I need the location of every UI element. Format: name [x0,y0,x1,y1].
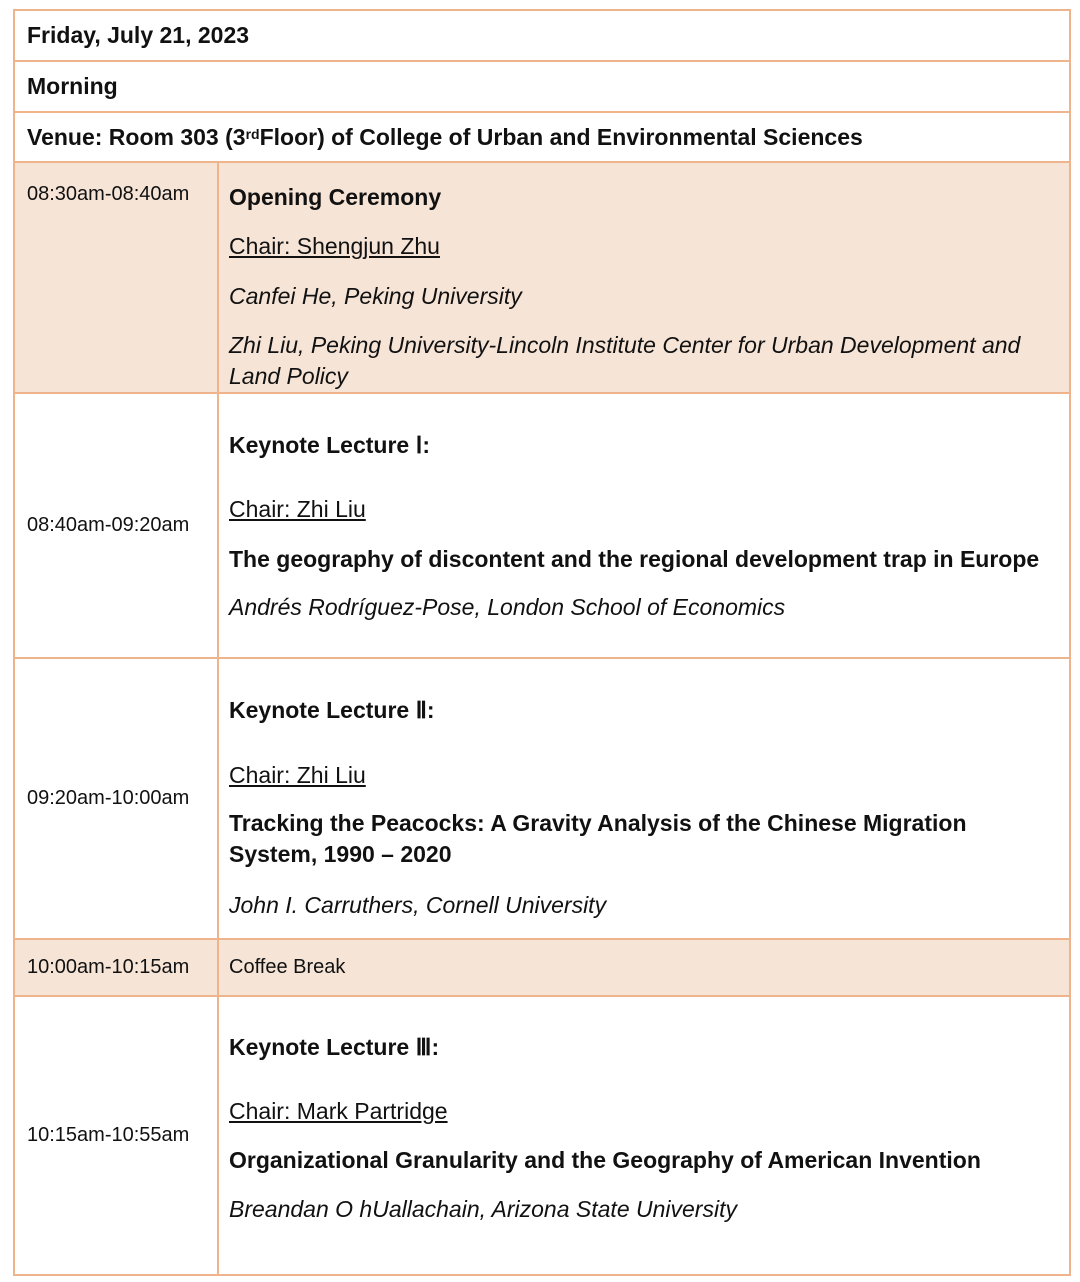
session-row-coffee-break [15,940,1069,997]
period-header [15,62,1069,113]
venue-sup: rd [245,126,260,142]
time-text: 08:40am-09:20am [27,514,190,536]
session-time [15,163,219,392]
session-title: Keynote Lecture Ⅲ: [229,1034,440,1060]
date-text: Friday, July 21, 2023 [27,22,250,48]
venue-suffix: Floor) of College of Urban and Environmental Sciences [259,123,863,150]
session-title: Keynote Lecture Ⅱ: [229,697,435,723]
session-body [219,394,1069,657]
time-text: 08:30am-08:40am [27,183,190,205]
talk-title: The geography of discontent and the regional development trap in Europe [229,546,1040,572]
session-time [15,659,219,938]
speaker: Andrés Rodríguez-Pose, London School of Economics [229,594,786,620]
session-chair: Chair: Zhi Liu [229,496,366,522]
venue-header [15,113,1069,163]
session-title: Opening Ceremony [229,184,442,210]
session-row-opening [15,163,1069,394]
session-body [219,940,1069,995]
session-body [219,659,1069,938]
session-chair: Chair: Zhi Liu [229,762,366,788]
schedule-table [13,9,1071,1276]
session-title: Coffee Break [229,956,346,978]
session-title: Keynote Lecture Ⅰ: [229,432,431,458]
talk-title: Organizational Granularity and the Geography of American Invention [229,1147,981,1173]
speaker-2: Zhi Liu, Peking University-Lincoln Institute Center for Urban Development and Land Policy [229,332,1021,389]
session-time [15,940,219,995]
session-chair: Chair: Mark Partridge [229,1098,448,1124]
session-time [15,394,219,657]
session-body [219,163,1069,392]
session-chair: Chair: Shengjun Zhu [229,233,440,259]
time-text: 10:15am-10:55am [27,1124,190,1146]
period-text: Morning [27,73,118,99]
session-time [15,997,219,1274]
speaker: Breandan O hUallachain, Arizona State University [229,1196,737,1222]
session-body [219,997,1069,1274]
time-text: 09:20am-10:00am [27,787,190,809]
talk-title: Tracking the Peacocks: A Gravity Analysis of the Chinese Migration System, 1990 – 2020 [229,810,967,867]
session-row-keynote-1 [15,394,1069,659]
venue-prefix: Venue: Room 303 (3 [27,123,246,150]
time-text: 10:00am-10:15am [27,956,190,978]
session-row-keynote-3 [15,997,1069,1276]
speaker-1: Canfei He, Peking University [229,283,522,309]
date-header [15,11,1069,62]
speaker: John I. Carruthers, Cornell University [229,892,607,918]
session-row-keynote-2 [15,659,1069,940]
